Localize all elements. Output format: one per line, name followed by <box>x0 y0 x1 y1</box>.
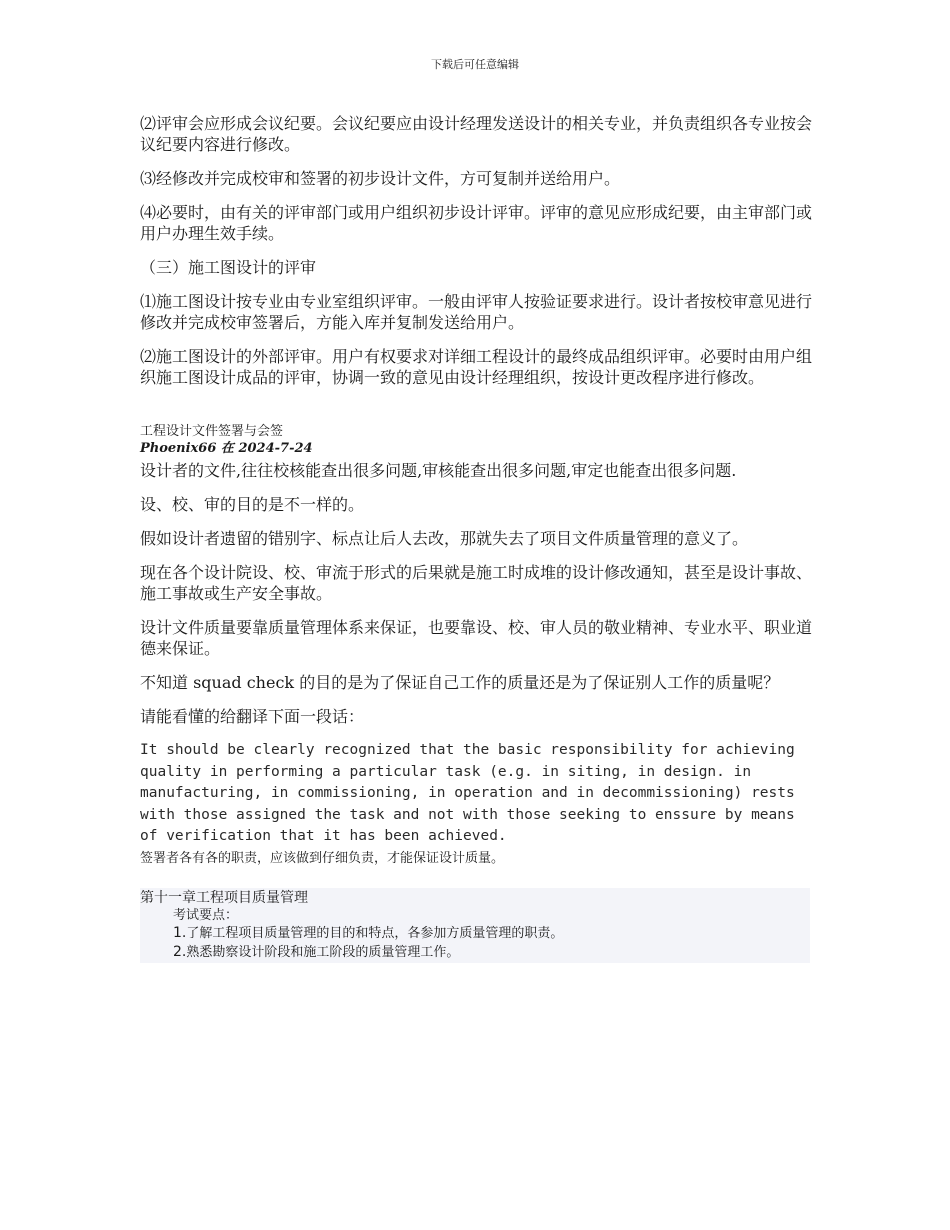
paragraph-external-review: ⑵施工图设计的外部评审。用户有权要求对详细工程设计的最终成品组织评审。必要时由用户组织施工图设计成品的评审，协调一致的意见由设计经理组织，按设计更改程序进行修改。 <box>140 347 813 387</box>
post-paragraph: 设、校、审的目的是不一样的。 <box>140 495 365 514</box>
document-body <box>140 113 812 963</box>
item-number: 2. <box>173 943 187 960</box>
paragraph-user-review: ⑷必要时，由有关的评审部门或用户组织初步设计评审。评审的意见应形成纪要，由主审部门或用户办理生效手续。 <box>140 203 813 243</box>
post-paragraph: 假如设计者遗留的错别字、标点让后人去改，那就失去了项目文件质量管理的意义了。 <box>140 529 749 548</box>
chapter-summary <box>140 888 810 963</box>
exam-point-item <box>173 924 810 943</box>
paragraph-revised-files: ⑶经修改并完成校审和签署的初步设计文件，方可复制并送给用户。 <box>140 169 621 188</box>
paragraph-review-minutes: ⑵评审会应形成会议纪要。会议纪要应由设计经理发送设计的相关专业，并负责组织各专业按会议纪要内容进行修改。 <box>140 114 813 154</box>
signer-note: 签署者各有各的职责，应该做到仔细负责，才能保证设计质量。 <box>140 850 505 866</box>
section-heading: （三）施工图设计的评审 <box>140 258 317 277</box>
english-quote: It should be clearly recognized that the basic responsibility for achieving quality in performing a particular task (e.g. in siting, in design. in manufacturing, in commissioning, in operation and in decommissioning) rests with those assigned the task and not with those seeking to enssure by means of verification that it has been achieved. <box>140 742 795 844</box>
paragraph-construction-review: ⑴施工图设计按专业由专业室组织评审。一般由评审人按验证要求进行。设计者按校审意见进行修改并完成校审签署后，方能入库并复制发送给用户。 <box>140 292 813 332</box>
exam-points-label: 考试要点： <box>173 907 239 923</box>
post-meta: Phoenix66 在 2024-7-24 <box>140 441 313 456</box>
exam-point-item <box>173 943 810 962</box>
page-header: 下载后可任意编辑 <box>431 58 519 71</box>
post-paragraph: 请能看懂的给翻译下面一段话： <box>140 707 365 726</box>
post-paragraph: 不知道 squad check 的目的是为了保证自己工作的质量还是为了保证别人工作的质量呢？ <box>140 673 780 692</box>
item-number: 1. <box>173 924 187 941</box>
post-paragraph: 设计文件质量要靠质量管理体系来保证，也要靠设、校、审人员的敬业精神、专业水平、职业道德来保证。 <box>140 618 813 658</box>
chapter-title: 第十一章工程项目质量管理 <box>140 889 308 906</box>
post-paragraph: 设计者的文件,往往校核能查出很多问题,审核能查出很多问题,审定也能查出很多问题. <box>140 461 737 480</box>
post-paragraph: 现在各个设计院设、校、审流于形式的后果就是施工时成堆的设计修改通知，甚至是设计事故、施工事故或生产安全事故。 <box>140 563 813 603</box>
item-text: 了解工程项目质量管理的目的和特点，各参加方质量管理的职责。 <box>186 925 564 941</box>
item-text: 熟悉勘察设计阶段和施工阶段的质量管理工作。 <box>186 944 460 960</box>
post-title: 工程设计文件签署与会签 <box>140 424 284 439</box>
